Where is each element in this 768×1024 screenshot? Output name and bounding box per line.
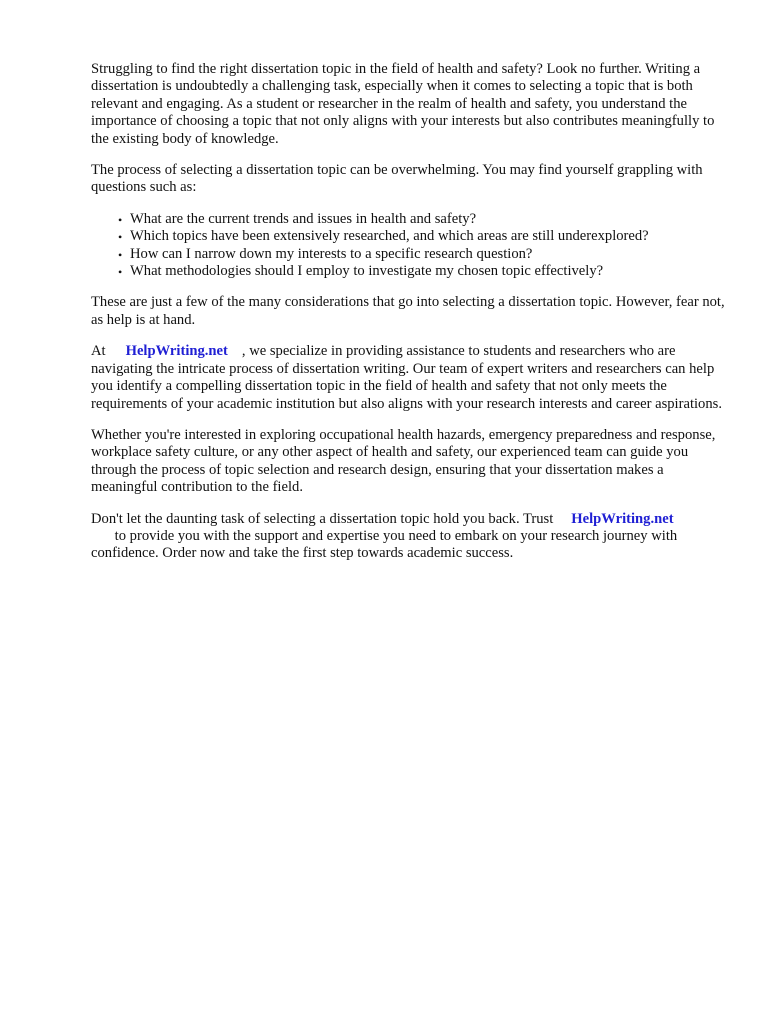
topics-paragraph: Whether you're interested in exploring occupational health hazards, emergency preparedness and response, workplace safety culture, or any other aspect of health and safety, our experienced team can guide you through the process of topic selection and research design, ensuring that your dissertation makes a meaningful contribution to the field. [91, 426, 716, 496]
helpwriting-link[interactable]: HelpWriting.net [125, 343, 228, 360]
intro-paragraph: Struggling to find the right dissertation topic in the field of health and safety? Look no further. Writing a dissertation is undoubtedly a challenging task, especially when it comes to selecting a topic that is both relevant and engaging. As a student or researcher in the realm of health and safety, you understand the importance of choosing a topic that not only aligns with your interests but also contributes meaningfully to the existing body of knowledge. [91, 61, 715, 147]
bullet-icon: • [118, 212, 123, 227]
list-item-text: What are the current trends and issues in health and safety? [130, 210, 477, 227]
list-item [118, 246, 731, 263]
list-item-text: How can I narrow down my interests to a specific research question? [130, 245, 533, 262]
list-item [118, 211, 731, 228]
bullet-icon: • [118, 265, 123, 280]
bullet-icon: • [118, 247, 123, 262]
list-item-text: What methodologies should I employ to investigate my chosen topic effectively? [130, 263, 604, 280]
service-paragraph [91, 343, 731, 413]
closing-body-text: to provide you with the support and expertise you need to embark on your research journey with confidence. Order now and take the first step towards academic success. [91, 527, 678, 562]
helpwriting-link-trust[interactable]: HelpWriting.net [571, 510, 674, 527]
document-body [91, 61, 731, 577]
service-body-text: , we specialize in providing assistance to students and researchers who are navigating the intricate process of dissertation writing. Our team of expert writers and researchers can help you identify a compelling dissertation topic in the field of health and safety that not only meets the requirements of your academic institution but also aligns with your research interests and career aspirations. [91, 343, 722, 412]
service-intro-text: At [91, 343, 106, 360]
list-item [118, 263, 731, 280]
closing-intro-text: Don't let the daunting task of selecting a dissertation topic hold you back. Trust [91, 510, 554, 527]
process-paragraph: The process of selecting a dissertation topic can be overwhelming. You may find yourself grappling with questions such as: [91, 162, 703, 196]
bullet-icon: • [118, 230, 123, 245]
list-item-text: Which topics have been extensively researched, and which areas are still underexplored? [130, 228, 649, 245]
closing-paragraph [91, 511, 731, 563]
list-item [118, 228, 731, 245]
considerations-paragraph: These are just a few of the many considerations that go into selecting a dissertation topic. However, fear not, as help is at hand. [91, 294, 725, 328]
questions-list [91, 211, 731, 281]
